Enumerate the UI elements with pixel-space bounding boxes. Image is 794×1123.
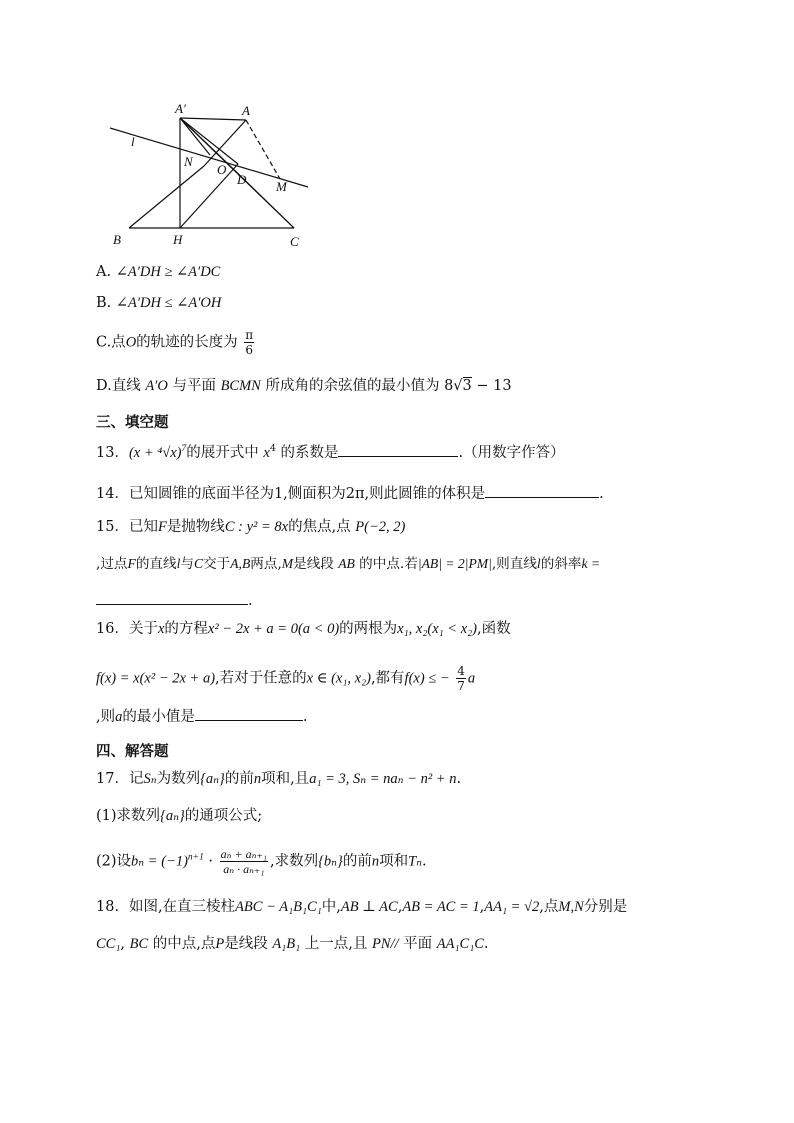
- segment-HD: [180, 164, 238, 228]
- segment-NA: [204, 120, 246, 166]
- question-16-line-1: 16．关于x的方程x² − 2x + a = 0(a < 0)的两根为x₁, x₂(x₁ < x₂),函数: [96, 621, 511, 637]
- question-13: 13．$(x + ^4√x)^7$的展开式中 $x^4$ 的系数是 .（用数字作答）: [96, 443, 565, 461]
- label-M: M: [276, 179, 287, 194]
- sqrt-symbol: √: [453, 378, 463, 394]
- answer-blank[interactable]: [195, 706, 303, 721]
- answer-blank[interactable]: [338, 442, 458, 457]
- label-N: N: [184, 154, 193, 169]
- option-d: D.直线 A′O 与平面 BCMN 所成角的余弦值的最小值为 8√3 − 13: [96, 378, 512, 394]
- label-O: O: [217, 162, 227, 177]
- question-17-part-2: (2)设$b_n = (-1)^{n+1}$ · $\frac{\text{aₙ + aₙ₊₁}}{\text{aₙ · aₙ₊₁}}$ ,求数列{bₙ}的前n项和Tₙ.: [96, 847, 427, 876]
- geometry-figure: [100, 100, 320, 250]
- answer-blank[interactable]: [485, 483, 599, 498]
- section-title-fill-in: 三、填空题: [96, 415, 169, 431]
- answer-blank[interactable]: [96, 590, 248, 605]
- label-A: A: [242, 103, 250, 118]
- option-b: B. ∠A′DH ≤ ∠A′OH: [96, 295, 222, 311]
- section-title-solutions: 四、解答题: [96, 744, 169, 760]
- option-a: A. ∠A′DH ≥ ∠A′DC: [96, 264, 221, 280]
- label-A-prime: A′: [175, 101, 186, 116]
- label-B: B: [113, 232, 121, 247]
- question-18-line-1: 18．如图,在直三棱柱ABC − A₁B₁C₁中,AB ⊥ AC,AB = AC = 1,AA₁ = √2,点M,N分别是: [96, 899, 628, 915]
- question-15-line-3: .: [96, 590, 253, 611]
- question-17-part-1: (1)求数列{aₙ}的通项公式;: [96, 808, 263, 824]
- segment-A-prime-N: [180, 118, 210, 155]
- question-17-stem: 17．记Sₙ为数列{aₙ}的前n项和,且a₁ = 3, Sₙ = naₙ − n² + n.: [96, 771, 462, 787]
- question-15-line-1: 15．已知F是抛物线C : y² = 8x的焦点,点 P(−2, 2): [96, 519, 406, 535]
- label-D: D: [237, 172, 247, 187]
- option-c: C.点O的轨迹的长度为 $\frac{\pi}{6}$: [96, 328, 254, 357]
- segment-A-prime-O: [180, 118, 222, 158]
- question-18-line-2: CC₁, BC 的中点,点P是线段 A₁B₁ 上一点,且 PN// 平面 AA₁C₁C.: [96, 936, 489, 952]
- label-H: H: [173, 232, 183, 247]
- question-15-line-2: ,过点F的直线l与C交于A,B两点,M是线段 AB 的中点.若|AB| = 2|PM|,则直线l的斜率k =: [96, 556, 601, 572]
- label-C: C: [290, 234, 299, 249]
- question-16-line-3: ,则a的最小值是 .: [96, 706, 307, 727]
- label-l: l: [131, 134, 135, 149]
- segment-A-prime-A: [180, 118, 246, 120]
- question-16-line-2: f(x) = x(x² − 2x + a),若对于任意的x ∈ (x₁, x₂),都有f(x) ≤ − $\frac{4}{7}$ a: [96, 664, 476, 693]
- fraction-bn: $\frac{\text{aₙ + aₙ₊₁}}{\text{aₙ · aₙ₊₁}}$: [220, 847, 267, 876]
- fraction-4-over-7: $\frac{4}{7}$: [457, 664, 465, 693]
- question-14: 14．已知圆锥的底面半径为1,侧面积为2π,则此圆锥的体积是 .: [96, 483, 604, 504]
- segment-BA-prime: [129, 166, 204, 228]
- fraction-pi-over-6: $\frac{\pi}{6}$: [245, 328, 254, 357]
